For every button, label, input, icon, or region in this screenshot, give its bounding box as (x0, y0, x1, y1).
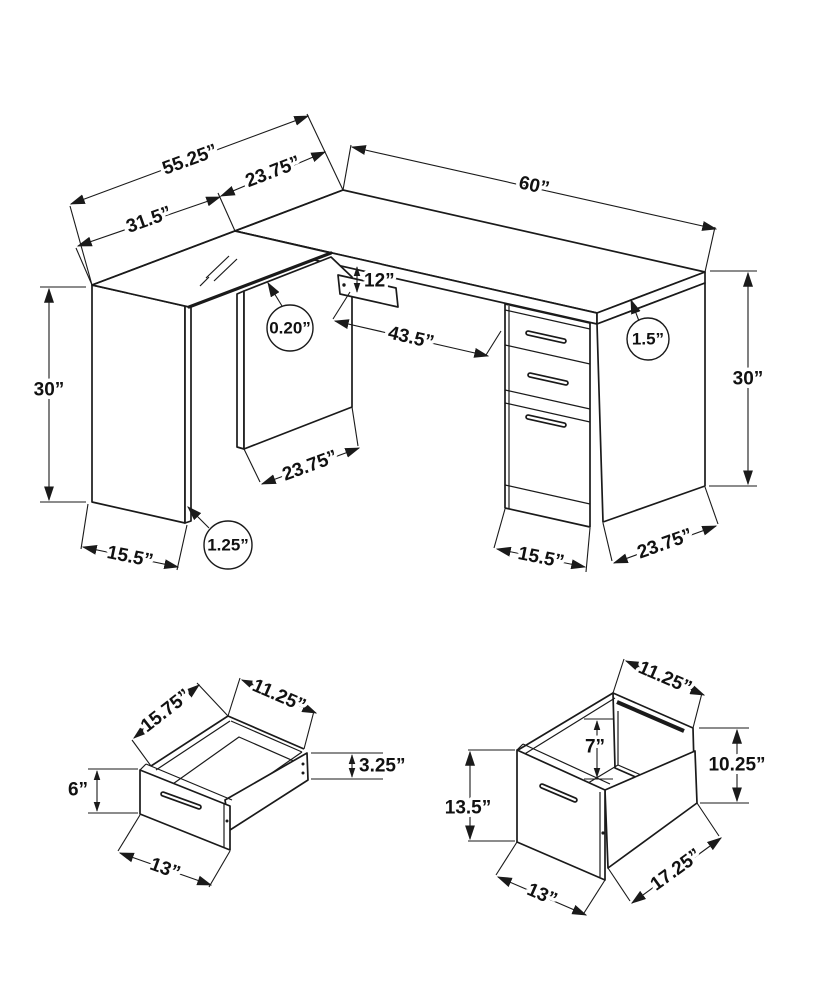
dim-label: 1.25” (207, 535, 249, 555)
dim-sd-side-height (311, 753, 405, 779)
dim-knee-clearance (333, 292, 501, 356)
dim-label: 0.20” (269, 318, 311, 338)
callout-panel-thickness (188, 507, 252, 569)
dim-label: 15.5” (105, 542, 155, 572)
dim-label: 43.5” (386, 322, 436, 354)
dim-label: 3.25” (359, 755, 406, 777)
dim-sd-front-height (68, 769, 138, 813)
small-drawer-figure (68, 675, 406, 887)
desk-mid-panel (244, 257, 352, 449)
dim-label: 11.25” (249, 675, 309, 717)
bracket-screw (342, 283, 345, 286)
dim-label: 10.25” (708, 754, 766, 776)
desk-left-panel (92, 285, 185, 523)
pedestal (505, 304, 590, 527)
desk-mid-panel-edge (237, 291, 244, 449)
dim-label: 15.5” (516, 543, 566, 573)
dim-label: 23.75” (634, 524, 696, 564)
dim-label: 30” (33, 379, 65, 401)
dim-label: 31.5” (123, 202, 175, 238)
drawer-right-side (225, 753, 308, 830)
dim-fd-back-height (699, 728, 766, 803)
dim-label: 13” (147, 853, 183, 885)
dim-fd-front-height (445, 750, 515, 841)
dim-label: 23.75” (279, 446, 341, 486)
drawer-front-panel (140, 764, 232, 850)
dim-label: 15.75” (137, 685, 195, 737)
dim-label: 60” (516, 172, 552, 200)
file-drawer-figure (445, 657, 766, 915)
dim-label: 6” (67, 779, 89, 801)
dim-height-right (709, 271, 763, 486)
dim-label: 1.5” (631, 329, 665, 349)
dim-label: 11.25” (635, 657, 695, 699)
dim-label: 30” (732, 368, 764, 390)
dim-label: 23.75” (242, 151, 304, 193)
desk-figure (34, 114, 764, 573)
file-drawer-front-panel (517, 744, 610, 880)
dim-height-left (34, 287, 86, 502)
dim-label: 55.25” (159, 140, 221, 180)
dim-label: 13.5” (444, 797, 492, 819)
dim-label: 17.25” (646, 844, 706, 896)
dim-label: 12” (364, 270, 395, 292)
dim-label: 13” (523, 879, 561, 911)
desk-left-panel-edge (185, 304, 191, 523)
dim-label: 7” (584, 736, 606, 758)
